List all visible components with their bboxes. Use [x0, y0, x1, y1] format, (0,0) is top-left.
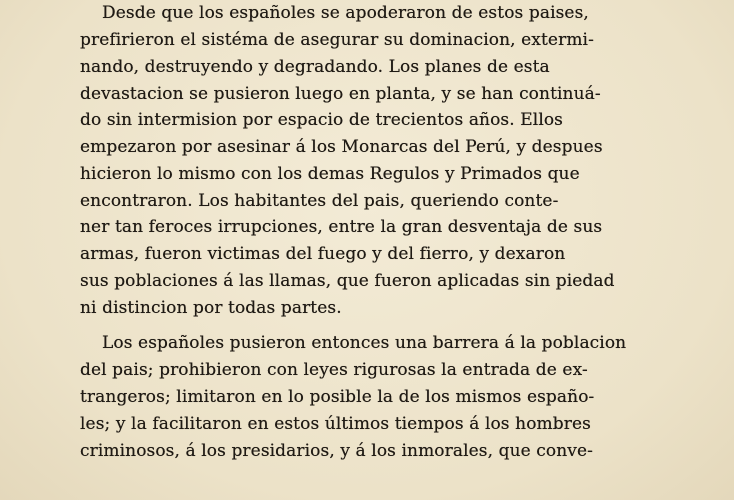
text-line: sus poblaciones á las llamas, que fueron aplicadas sin piedad [80, 271, 615, 291]
text-line: trangeros; limitaron en lo posible la de los mismos españo- [80, 387, 595, 407]
text-line: armas, fueron victimas del fuego y del fierro, y dexaron [80, 244, 566, 264]
text-line: ni distincion por todas partes. [80, 298, 342, 318]
text-line: hicieron lo mismo con los demas Regulos y Primados que [80, 164, 580, 184]
text-line: Los españoles pusieron entonces una barrera á la poblacion [102, 333, 627, 353]
text-line: les; y la facilitaron en estos últimos tiempos á los hombres [80, 414, 591, 434]
text-line: Desde que los españoles se apoderaron de estos paises, [102, 3, 589, 23]
text-line: do sin intermision por espacio de trecientos años. Ellos [80, 110, 564, 130]
text-line: encontraron. Los habitantes del pais, queriendo conte- [80, 191, 559, 211]
text-line: criminosos, á los presidarios, y á los inmorales, que conve- [80, 441, 594, 461]
text-line: devastacion se pusieron luego en planta, y se han continuá- [80, 84, 601, 104]
text-line: empezaron por asesinar á los Monarcas del Perú, y despues [80, 137, 603, 157]
text-line: del pais; prohibieron con leyes rigurosas la entrada de ex- [80, 360, 588, 380]
text-line: prefirieron el sistéma de asegurar su dominacion, extermi- [80, 30, 594, 50]
text-line: nando, destruyendo y degradando. Los planes de esta [80, 57, 550, 77]
text-line: ner tan feroces irrupciones, entre la gran desventaja de sus [80, 217, 603, 237]
